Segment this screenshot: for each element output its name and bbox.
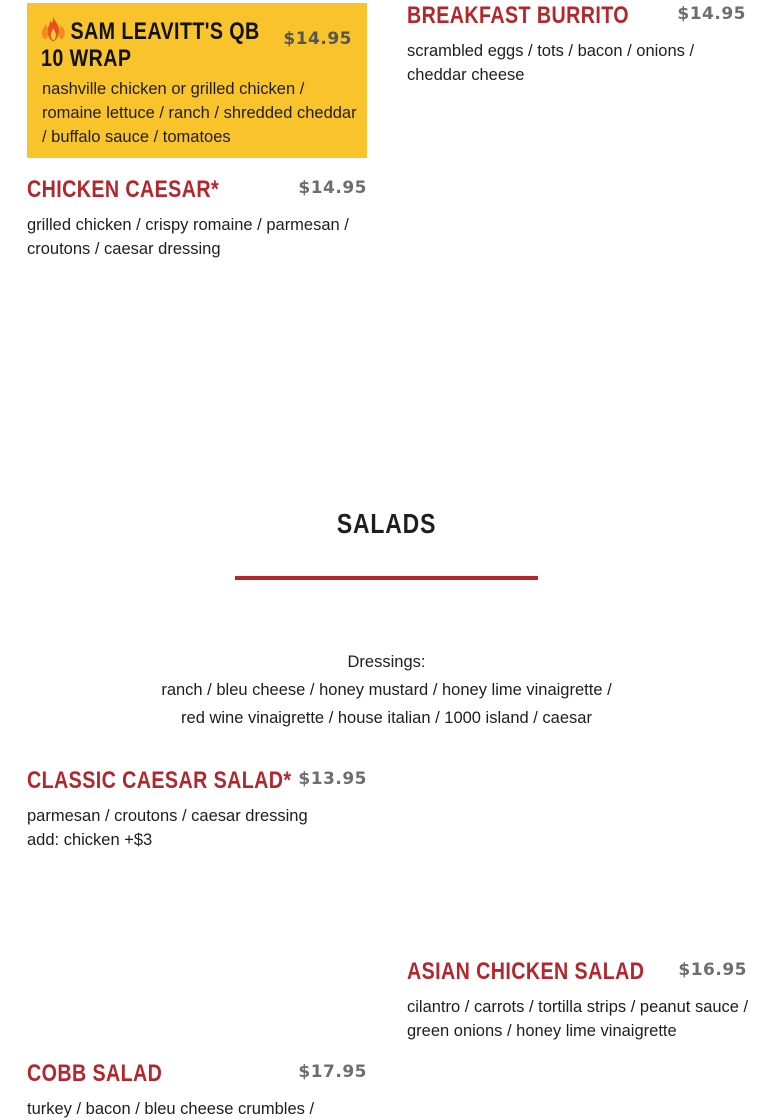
featured-item-card [27, 3, 367, 158]
item-price: $14.95 [677, 4, 746, 24]
item-name: ASIAN CHICKEN SALAD [407, 958, 645, 985]
menu-item-breakfast-burrito [407, 2, 746, 92]
menu-item-classic-caesar-salad [27, 769, 367, 859]
item-description: turkey / bacon / bleu cheese crumbles / [27, 1100, 315, 1118]
dressings-block [0, 648, 773, 732]
item-name: COBB SALAD [27, 1062, 163, 1087]
item-name: CLASSIC CAESAR SALAD* [27, 767, 292, 794]
item-name: BREAKFAST BURRITO [407, 2, 630, 29]
item-price: $14.95 [298, 178, 367, 198]
menu-item-asian-chicken-salad [407, 960, 747, 1050]
item-addon: add: chicken +$3 [27, 831, 153, 849]
featured-item-name: SAM LEAVITT'S QB 10 WRAP [41, 18, 260, 72]
dressings-line-2: red wine vinaigrette / house italian / 1000 island / caesar [181, 709, 592, 727]
item-description: cilantro / carrots / tortilla strips / peanut sauce / green onions / honey lime vinaigrette [407, 998, 749, 1040]
flame-icon [41, 16, 66, 42]
item-price: $17.95 [298, 1062, 367, 1082]
item-description: parmesan / croutons / caesar dressing [27, 807, 308, 825]
item-name: CHICKEN CAESAR* [27, 176, 220, 203]
section-title-salads: SALADS [336, 508, 437, 539]
item-price: $16.95 [678, 960, 747, 980]
section-divider [235, 576, 538, 580]
item-description: grilled chicken / crispy romaine / parmesan / croutons / caesar dressing [27, 216, 349, 258]
dressings-line-1: ranch / bleu cheese / honey mustard / honey lime vinaigrette / [161, 681, 612, 699]
dressings-label: Dressings: [347, 653, 426, 671]
menu-item-cobb-salad [27, 1062, 367, 1119]
menu-item-chicken-caesar [27, 178, 367, 268]
featured-item-description: nashville chicken or grilled chicken / romaine lettuce / ranch / shredded cheddar / buffalo sauce / tomatoes [42, 80, 357, 146]
item-price: $13.95 [298, 769, 367, 789]
featured-item-price: $14.95 [283, 29, 352, 49]
item-description: scrambled eggs / tots / bacon / onions / cheddar cheese [407, 42, 695, 84]
